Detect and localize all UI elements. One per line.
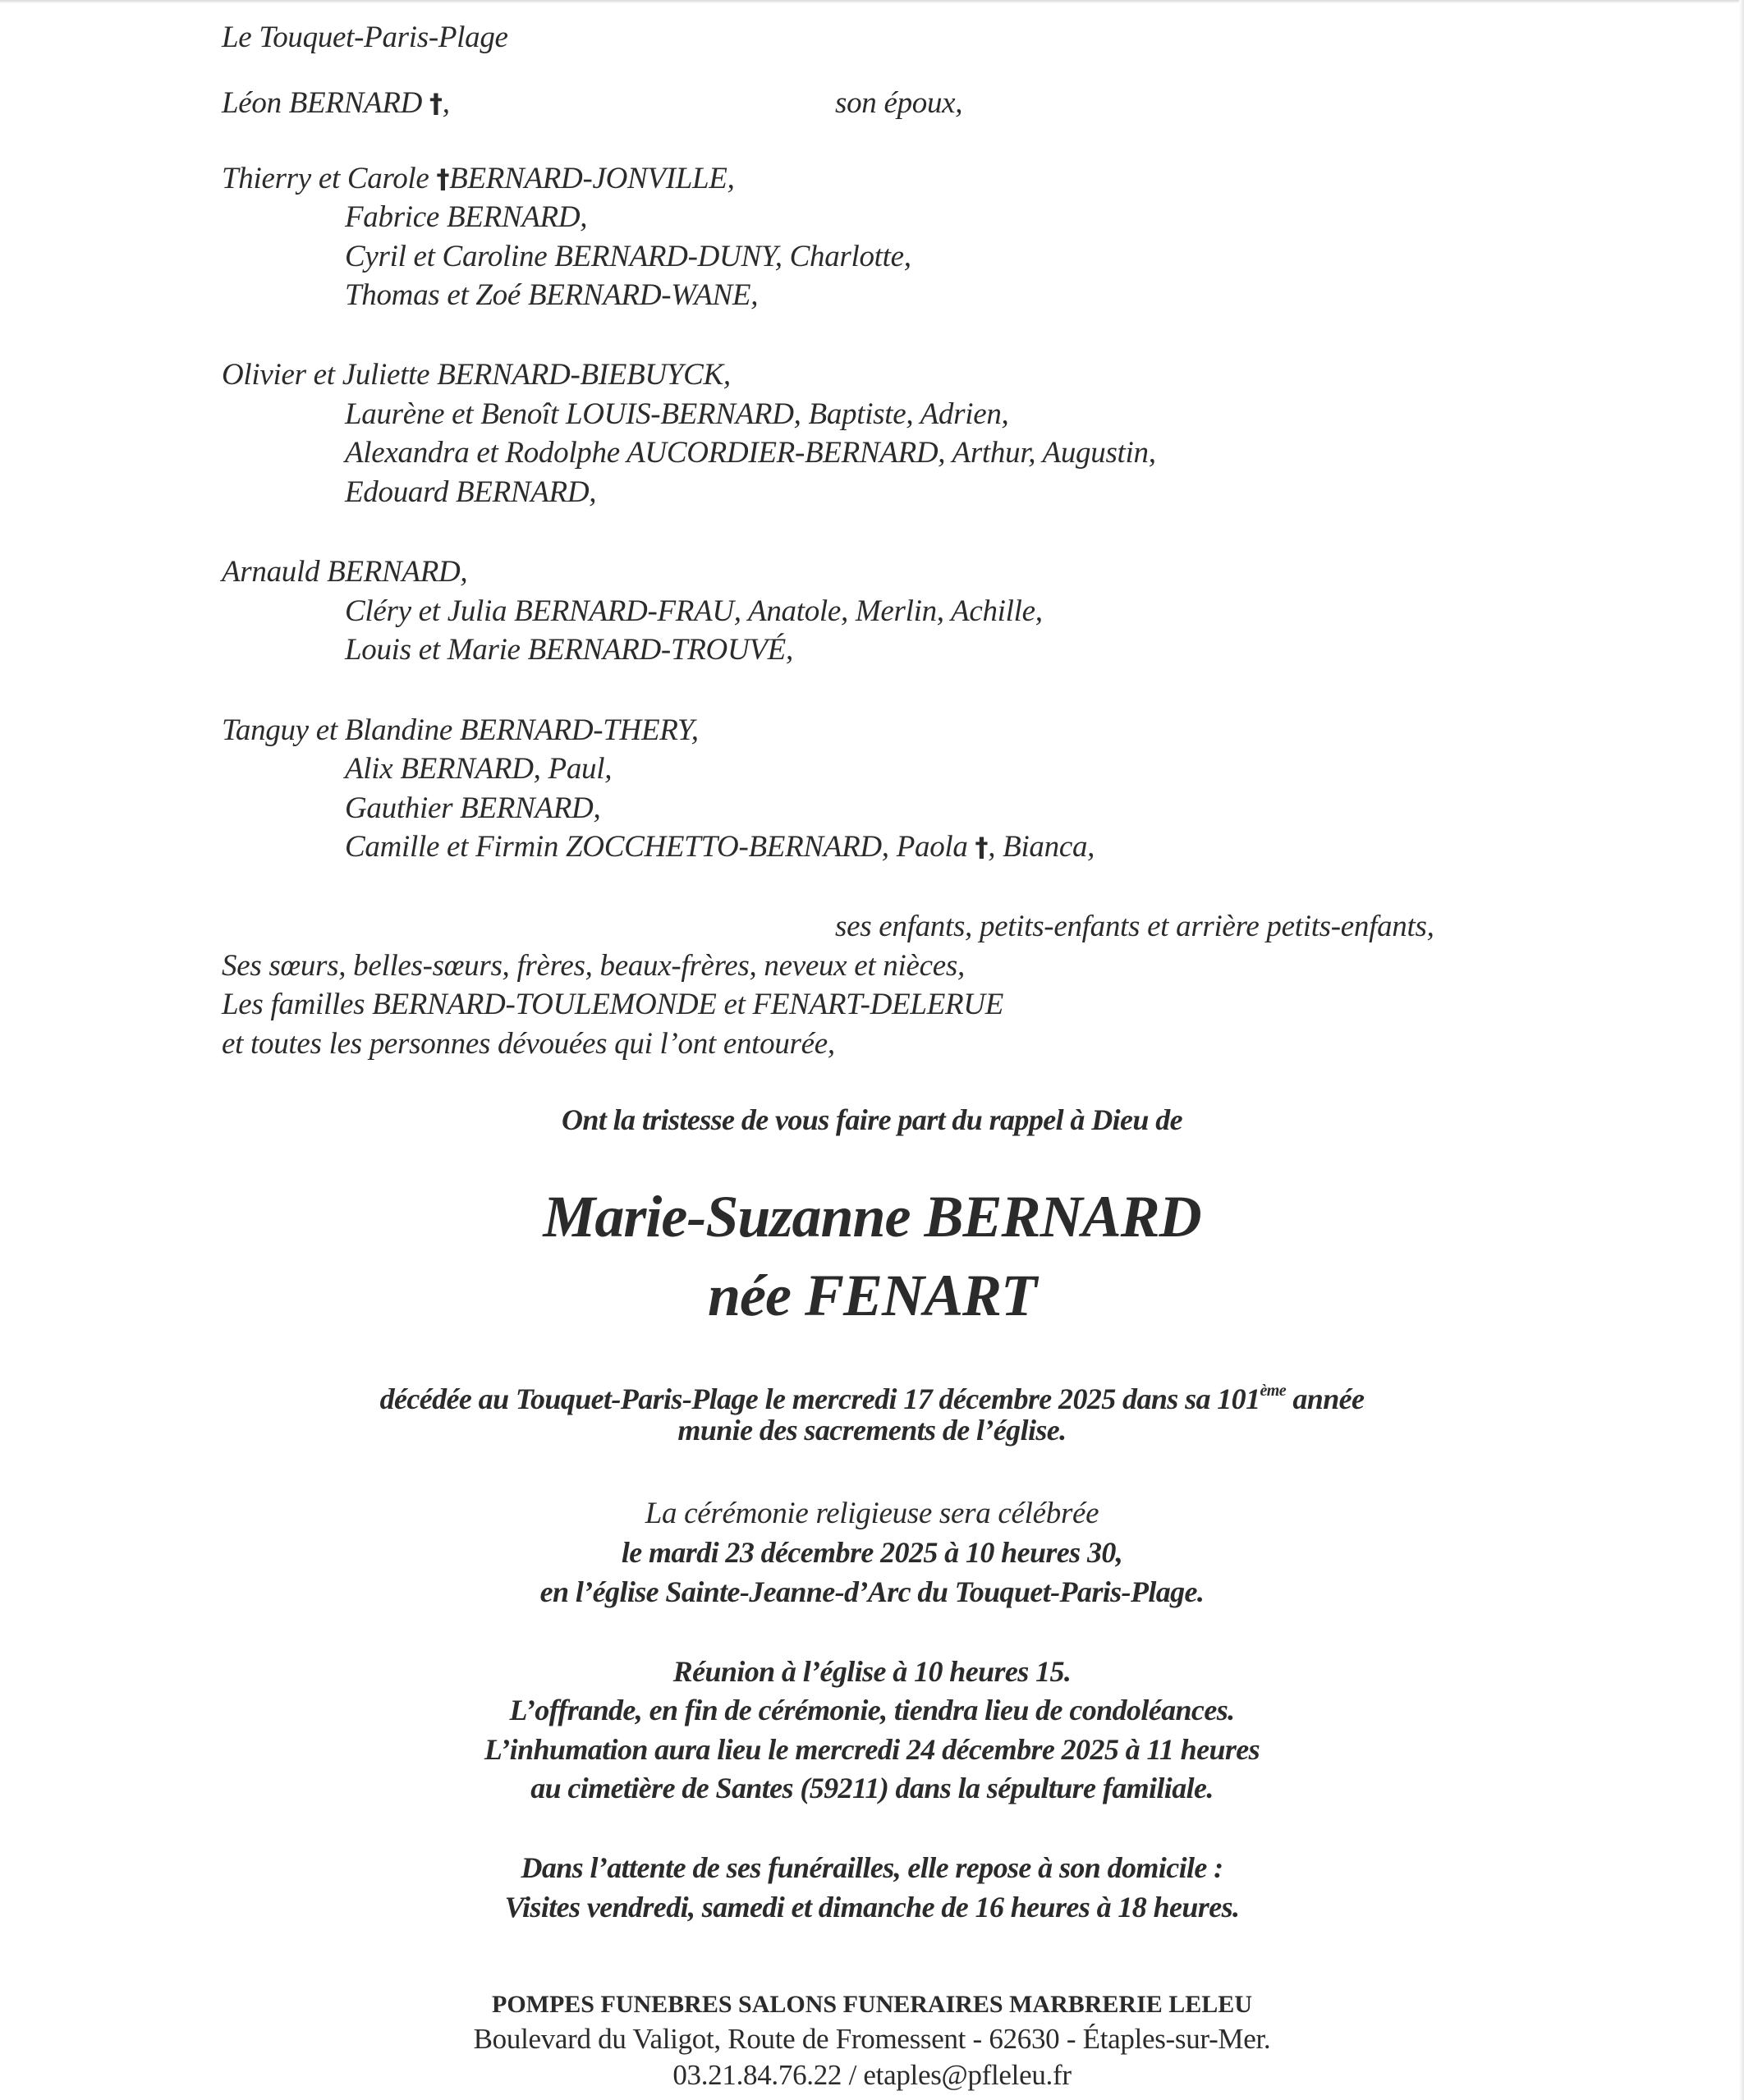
cemetery-line: au cimetière de Santes (59211) dans la sépulture familiale. xyxy=(530,1772,1214,1804)
family-member: Fabrice BERNARD, xyxy=(345,200,588,234)
family-member-text: Camille et Firmin ZOCCHETTO-BERNARD, Paola xyxy=(345,830,975,864)
family-member: Louis et Marie BERNARD-TROUVÉ, xyxy=(345,633,793,667)
spouse-name-text: Léon BERNARD xyxy=(222,86,423,120)
family-member: Cléry et Julia BERNARD-FRAU, Anatole, Merlin, Achille, xyxy=(345,594,1043,628)
family-member-text-end: , Bianca, xyxy=(988,830,1095,864)
family-head: Olivier et Juliette BERNARD-BIEBUYCK, xyxy=(222,358,731,392)
family-member: Cyril et Caroline BERNARD-DUNY, Charlotte, xyxy=(345,240,911,273)
cross-icon: † xyxy=(436,163,450,195)
family-member xyxy=(345,829,1095,865)
scan-edge-top xyxy=(0,0,1744,3)
family-member: Thomas et Zoé BERNARD-WANE, xyxy=(345,278,759,312)
spouse-relation: son époux, xyxy=(835,86,963,120)
funeral-home-address: Boulevard du Valigot, Route de Fromessent - 62630 - Étaples-sur-Mer. xyxy=(473,2023,1271,2055)
ceremony-date: le mardi 23 décembre 2025 à 10 heures 30, xyxy=(621,1536,1123,1569)
death-line xyxy=(0,1373,1744,1417)
maiden-name: née FENART xyxy=(707,1263,1037,1328)
family-member: Laurène et Benoît LOUIS-BERNARD, Baptiste, Adrien, xyxy=(345,397,1009,431)
spouse-suffix: , xyxy=(442,86,450,120)
family-head-surname: BERNARD-JONVILLE, xyxy=(449,162,735,195)
ceremony-place: en l’église Sainte-Jeanne-d’Arc du Touquet-Paris-Plage. xyxy=(539,1575,1205,1608)
cross-icon: † xyxy=(429,88,443,119)
family-head: Arnauld BERNARD, xyxy=(222,555,468,589)
family-member: Alexandra et Rodolphe AUCORDIER-BERNARD, Arthur, Augustin, xyxy=(345,436,1156,470)
family-head xyxy=(222,161,735,197)
visitation-hours: Visites vendredi, samedi et dimanche de 16 heures à 18 heures. xyxy=(504,1891,1240,1923)
announcement-intro: Ont la tristesse de vous faire part du rappel à Dieu de xyxy=(562,1103,1182,1136)
death-line-text: décédée au Touquet-Paris-Plage le mercredi 17 décembre 2025 dans sa 101 xyxy=(379,1382,1260,1415)
ceremony-intro: La cérémonie religieuse sera célébrée xyxy=(645,1497,1099,1530)
family-head: Tanguy et Blandine BERNARD-THERY, xyxy=(222,713,699,747)
meeting-line: Réunion à l’église à 10 heures 15. xyxy=(672,1655,1072,1688)
funeral-home-name: POMPES FUNEBRES SALONS FUNERAIRES MARBRERIE LELEU xyxy=(492,1991,1252,2018)
funeral-home-contact: 03.21.84.76.22 / etaples@pfleleu.fr xyxy=(672,2059,1072,2091)
devoted-line: et toutes les personnes dévouées qui l’ont entourée, xyxy=(222,1027,835,1061)
death-line-end: année xyxy=(1286,1382,1365,1415)
location-header: Le Touquet-Paris-Plage xyxy=(222,21,508,54)
cross-icon: † xyxy=(975,832,989,863)
siblings-line: Ses sœurs, belles-sœurs, frères, beaux-frères, neveux et nièces, xyxy=(222,949,965,983)
families-line: Les familles BERNARD-TOULEMONDE et FENART-DELERUE xyxy=(222,988,1004,1021)
ordinal-suffix: ème xyxy=(1260,1382,1286,1400)
family-head-text: Thierry et Carole xyxy=(222,162,437,195)
visitation-intro: Dans l’attente de ses funérailles, elle repose à son domicile : xyxy=(521,1851,1223,1884)
deceased-name: Marie-Suzanne BERNARD xyxy=(543,1184,1201,1249)
sacraments-line: munie des sacrements de l’église. xyxy=(677,1414,1067,1447)
burial-line: L’inhumation aura lieu le mercredi 24 décembre 2025 à 11 heures xyxy=(484,1733,1260,1766)
family-member: Alix BERNARD, Paul, xyxy=(345,752,613,786)
offering-line: L’offrande, en fin de cérémonie, tiendra lieu de condoléances. xyxy=(509,1694,1235,1726)
family-member: Gauthier BERNARD, xyxy=(345,791,601,825)
children-label: ses enfants, petits-enfants et arrière petits-enfants, xyxy=(835,910,1434,943)
spouse-name xyxy=(222,85,450,122)
family-member: Edouard BERNARD, xyxy=(345,475,597,509)
